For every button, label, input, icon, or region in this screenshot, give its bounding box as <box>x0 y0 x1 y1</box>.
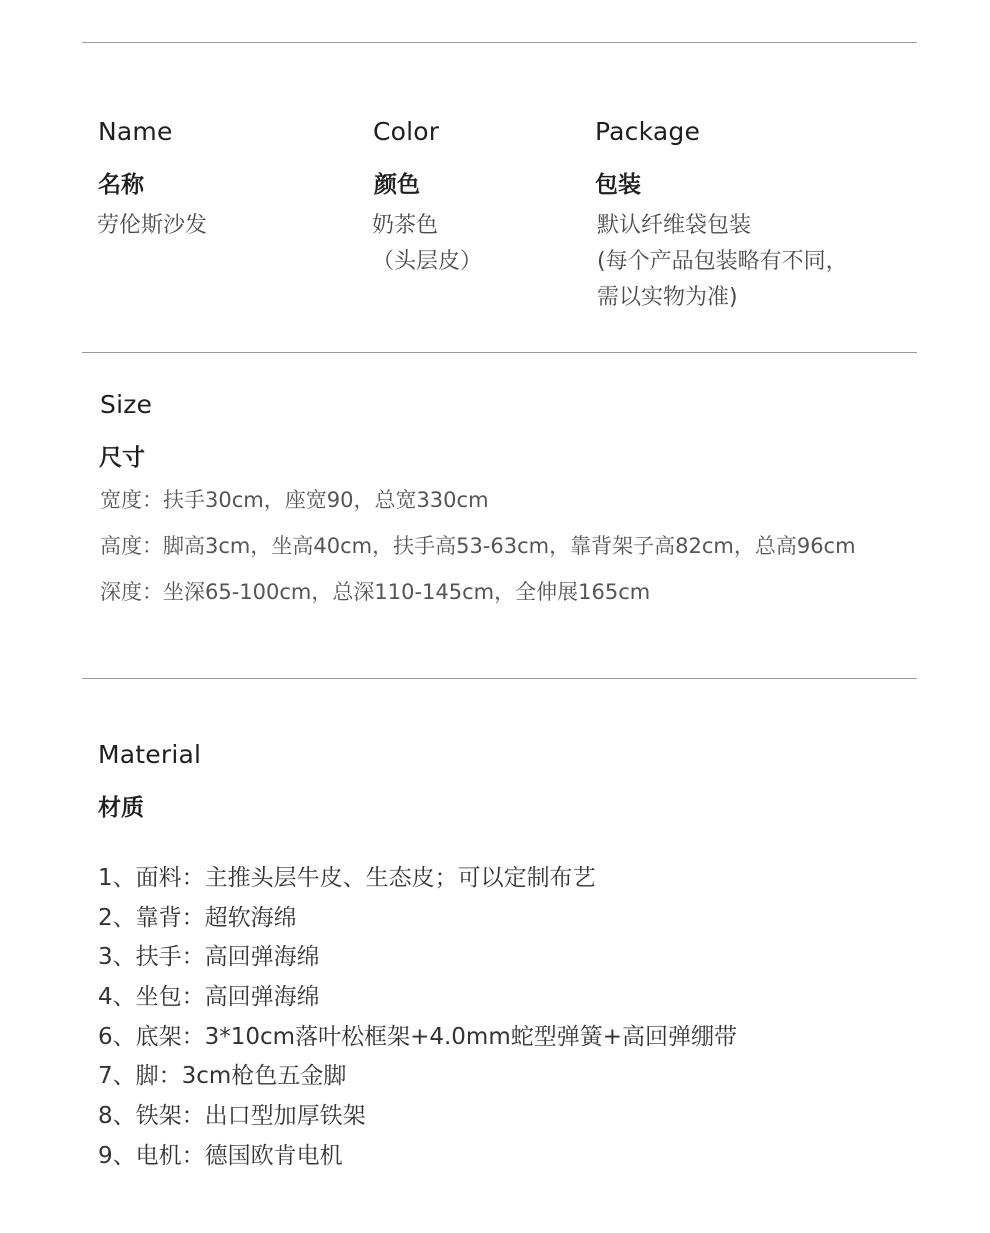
material-item: 4、坐包：高回弹海绵 <box>98 984 320 1011</box>
material-item: 9、电机：德国欧肯电机 <box>98 1142 343 1169</box>
size-title-zh: 尺寸 <box>99 445 145 471</box>
material-title-en: Material <box>98 740 202 769</box>
material-title-zh: 材质 <box>98 795 144 821</box>
name-title-en: Name <box>98 117 173 146</box>
size-height-line: 高度：脚高3cm，坐高40cm，扶手高53-63cm，靠背架子高82cm，总高96cm <box>100 534 856 558</box>
material-item: 6、底架：3*10cm落叶松框架+4.0mm蛇型弹簧+高回弹绷带 <box>98 1023 738 1050</box>
color-title-zh: 颜色 <box>374 172 420 198</box>
package-value-line: 默认纤维袋包装 <box>597 213 752 238</box>
divider-top <box>82 42 917 43</box>
color-value <box>372 208 482 280</box>
size-list <box>100 482 856 620</box>
name-value-line: 劳伦斯沙发 <box>97 213 208 238</box>
material-item: 7、脚：3cm枪色五金脚 <box>98 1063 347 1090</box>
package-title-zh: 包装 <box>595 172 641 198</box>
package-value-line: 需以实物为准) <box>597 285 738 310</box>
package-value-line: (每个产品包装略有不同， <box>597 249 848 274</box>
divider-after-overview <box>82 352 917 353</box>
material-item: 2、靠背：超软海绵 <box>98 904 297 931</box>
divider-after-size <box>82 678 917 679</box>
size-depth-line: 深度：坐深65-100cm，总深110-145cm，全伸展165cm <box>100 580 651 604</box>
color-title-en: Color <box>373 117 440 146</box>
material-item: 1、面料：主推头层牛皮、生态皮；可以定制布艺 <box>98 865 596 891</box>
size-title-en: Size <box>100 390 153 419</box>
name-title-zh: 名称 <box>98 172 144 198</box>
color-value-line: （头层皮） <box>372 249 483 274</box>
material-item: 8、铁架：出口型加厚铁架 <box>98 1103 366 1130</box>
package-title-en: Package <box>595 117 701 146</box>
size-width-line: 宽度：扶手30cm，座宽90，总宽330cm <box>100 488 489 512</box>
name-value <box>97 208 207 244</box>
package-value <box>597 208 848 316</box>
material-list <box>98 859 737 1177</box>
color-value-line: 奶茶色 <box>372 213 439 238</box>
material-item: 3、扶手：高回弹海绵 <box>98 944 320 971</box>
